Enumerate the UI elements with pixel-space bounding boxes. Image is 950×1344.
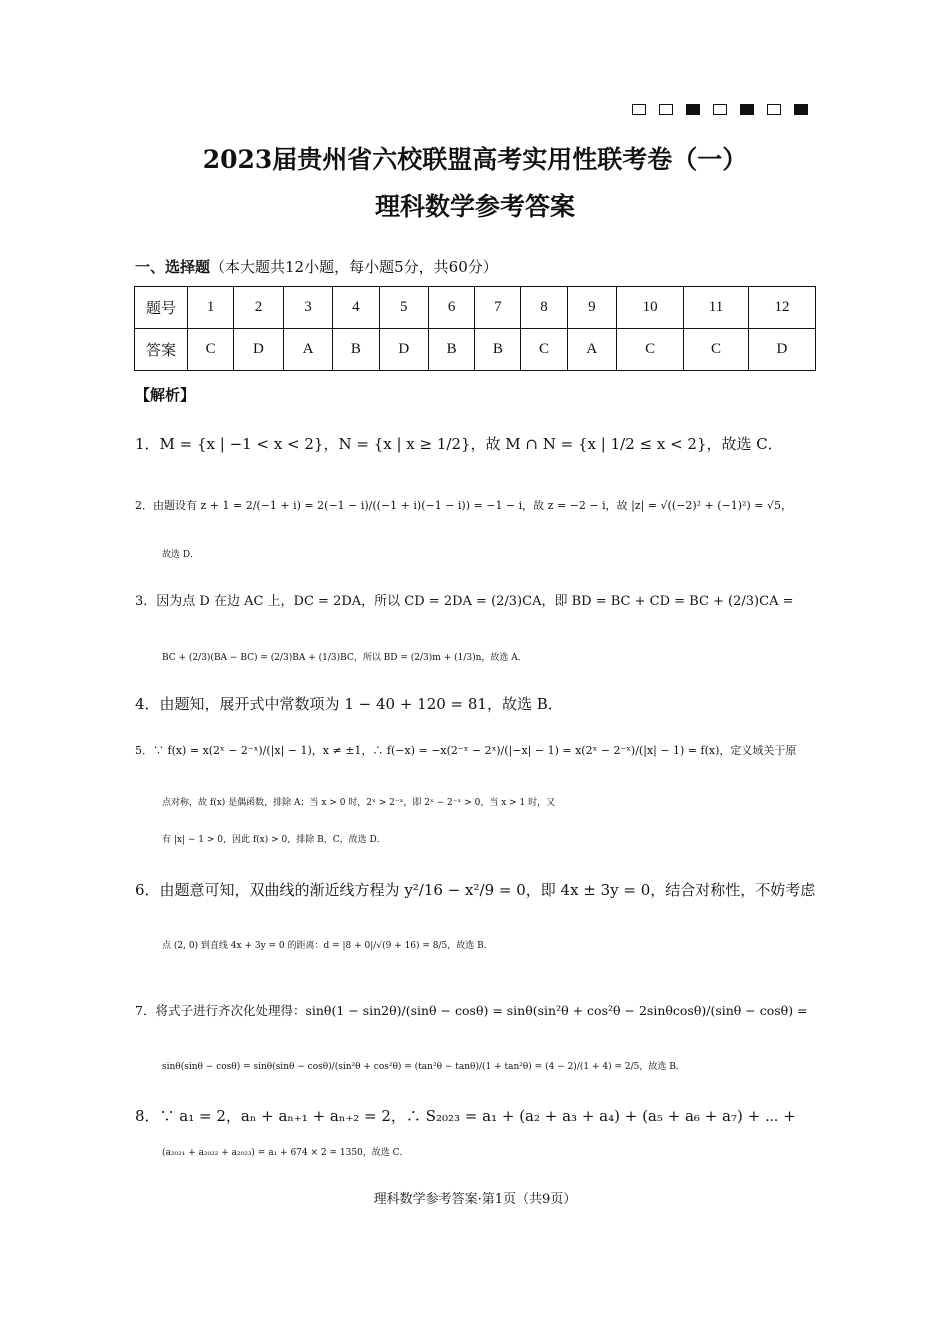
answer-cell: D: [234, 329, 284, 371]
answer-cell: C: [617, 329, 684, 371]
question-number: 12: [748, 287, 815, 329]
solution-3-line-2: BC + (2/3)(BA − BC) = (2/3)BA + (1/3)BC，所以 BD = (2/3)m + (1/3)n，故选 A．: [162, 653, 527, 663]
solution-7-line-2: sinθ(sinθ − cosθ) = sinθ(sinθ − cosθ)/(sin²θ + cos²θ) = (tan²θ − tanθ)/(1 + tan²θ) = (4 − 2)/(1 + 4) = 2/5，故选 B．: [162, 1062, 685, 1072]
question-number: 5: [379, 287, 429, 329]
section-title: 一、选择题: [135, 258, 211, 276]
answer-cell: B: [475, 329, 521, 371]
section-heading: [135, 256, 498, 277]
solution-5-line-1: 5．∵ f(x) = x(2ˣ − 2⁻ˣ)/(|x| − 1)，x ≠ ±1，∴ f(−x) = −x(2⁻ˣ − 2ˣ)/(|−x| − 1) = x(2ˣ − 2⁻ˣ)/(|x| − 1) = f(x)，定义域关于原: [135, 744, 797, 757]
question-number: 10: [617, 287, 684, 329]
row-label: 答案: [135, 329, 188, 371]
solution-2-line-1: 2．由题设有 z + 1 = 2/(−1 + i) = 2(−1 − i)/((−1 + i)(−1 − i)) = −1 − i，故 z = −2 − i，故 |z| = √((−2)² + (−1)²) = √5，: [135, 499, 792, 512]
row-label: 题号: [135, 287, 188, 329]
answer-cell: B: [333, 329, 379, 371]
solution-2-line-2: 故选 D．: [162, 550, 200, 560]
solution-6-line-1: 6．由题意可知，双曲线的渐近线方程为 y²/16 − x²/9 = 0，即 4x ± 3y = 0，结合对称性，不妨考虑: [135, 881, 816, 899]
code-square: [632, 104, 646, 115]
question-number: 1: [188, 287, 234, 329]
solution-7-line-1: 7．将式子进行齐次化处理得：sinθ(1 − sin2θ)/(sinθ − cosθ) = sinθ(sin²θ + cos²θ − 2sinθcosθ)/(sinθ − cosθ) =: [135, 1003, 808, 1018]
question-number: 7: [475, 287, 521, 329]
solution-4: 4．由题知，展开式中常数项为 1 − 40 + 120 = 81，故选 B．: [135, 695, 563, 713]
answer-cell: D: [748, 329, 815, 371]
answer-cell: A: [283, 329, 333, 371]
solution-6-line-2: 点 (2, 0) 到直线 4x + 3y = 0 的距离：d = |8 + 0|/√(9 + 16) = 8/5，故选 B．: [162, 941, 493, 951]
answer-cell: C: [188, 329, 234, 371]
answer-cell: C: [684, 329, 749, 371]
answer-cell: B: [429, 329, 475, 371]
answer-cell: C: [521, 329, 567, 371]
table-row-numbers: [135, 287, 816, 329]
question-number: 2: [234, 287, 284, 329]
question-number: 4: [333, 287, 379, 329]
solution-5-line-2: 点对称，故 f(x) 是偶函数，排除 A；当 x > 0 时，2ˣ > 2⁻ˣ，即 2ˣ − 2⁻ˣ > 0，当 x > 1 时，又: [162, 798, 556, 808]
question-number: 8: [521, 287, 567, 329]
document-title: 2023届贵州省六校联盟高考实用性联考卷（一）: [202, 145, 748, 174]
analysis-heading: 【解析】: [135, 386, 196, 404]
question-number: 6: [429, 287, 475, 329]
answer-cell: D: [379, 329, 429, 371]
table-row-answers: [135, 329, 816, 371]
answer-table: [134, 286, 816, 371]
page-footer: 理科数学参考答案·第1页（共9页）: [373, 1192, 577, 1207]
code-square: [767, 104, 781, 115]
code-squares: [632, 104, 808, 115]
solution-8-line-1: 8．∵ a₁ = 2，aₙ + aₙ₊₁ + aₙ₊₂ = 2，∴ S₂₀₂₃ = a₁ + (a₂ + a₃ + a₄) + (a₅ + a₆ + a₇) + ⋯ +: [135, 1107, 796, 1125]
code-square: [713, 104, 727, 115]
code-square-filled: [686, 104, 700, 115]
code-square-filled: [794, 104, 808, 115]
document-subtitle: 理科数学参考答案: [374, 192, 575, 221]
solution-3-line-1: 3．因为点 D 在边 AC 上，DC = 2DA，所以 CD = 2DA = (2/3)CA，即 BD = BC + CD = BC + (2/3)CA =: [135, 594, 794, 609]
code-square-filled: [740, 104, 754, 115]
section-note: （本大题共12小题，每小题5分，共60分）: [210, 258, 498, 276]
solution-5-line-3: 有 |x| − 1 > 0，因此 f(x) > 0，排除 B，C，故选 D．: [162, 835, 386, 845]
question-number: 3: [283, 287, 333, 329]
solution-1: 1．M = {x | −1 < x < 2}，N = {x | x ≥ 1/2}，故 M ∩ N = {x | 1/2 ≤ x < 2}，故选 C．: [135, 435, 783, 453]
question-number: 9: [567, 287, 617, 329]
solution-8-line-2: (a₂₀₂₁ + a₂₀₂₂ + a₂₀₂₃) = a₁ + 674 × 2 = 1350，故选 C．: [162, 1148, 409, 1158]
question-number: 11: [684, 287, 749, 329]
code-square: [659, 104, 673, 115]
answer-cell: A: [567, 329, 617, 371]
